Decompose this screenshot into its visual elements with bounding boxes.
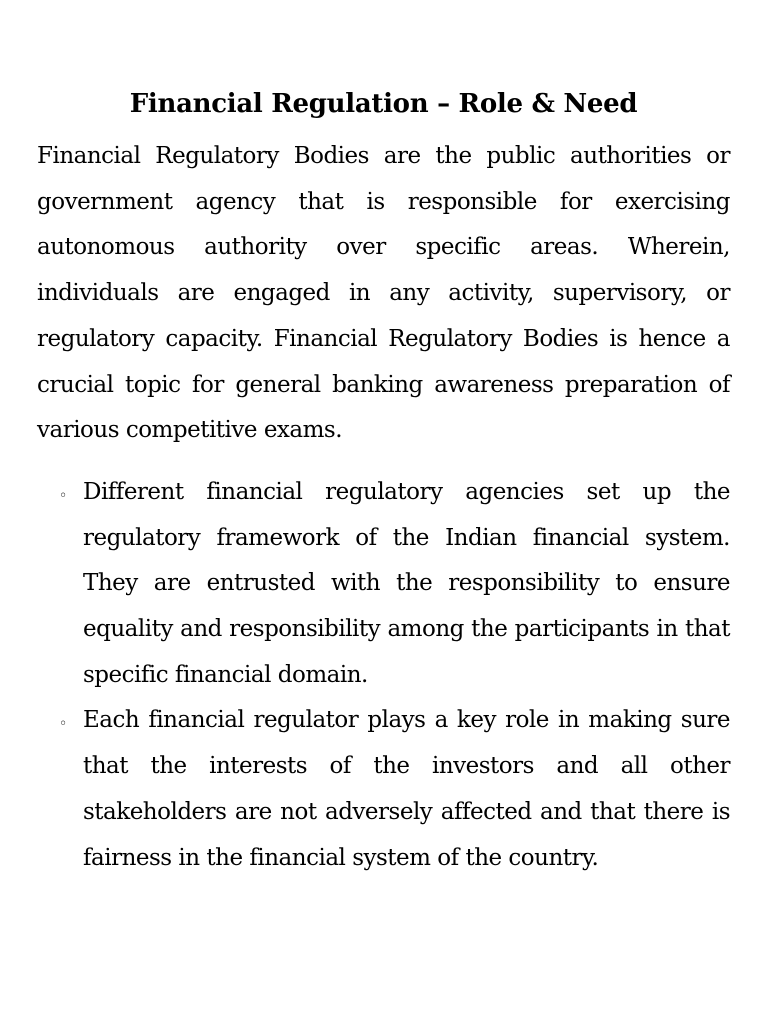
- document-title: Financial Regulation – Role & Need: [129, 89, 638, 119]
- list-item-text: Each financial regulator plays a key role in making sure that the interests of the investors and all other stakeholders are not adversely affected and that there is fairness in the financial system of the country.: [83, 707, 730, 871]
- document-page: [37, 84, 730, 881]
- bullet-icon: ◦: [59, 716, 67, 733]
- bullet-list: [37, 470, 730, 881]
- list-item: [37, 698, 730, 881]
- list-item-text: Different financial regulatory agencies set up the regulatory framework of the Indian financial system. They are entrusted with the responsibility to ensure equality and responsibility among the participants in that specific financial domain.: [83, 478, 730, 688]
- intro-paragraph: Financial Regulatory Bodies are the public authorities or government agency that is responsible for exercising autonomous authority over specific areas. Wherein, individuals are engaged in any activity, supervisory, or regulatory capacity. Financial Regulatory Bodies is hence a crucial topic for general banking awareness preparation of various competitive exams.: [37, 143, 730, 444]
- bullet-icon: ◦: [59, 487, 67, 504]
- list-item: [37, 470, 730, 699]
